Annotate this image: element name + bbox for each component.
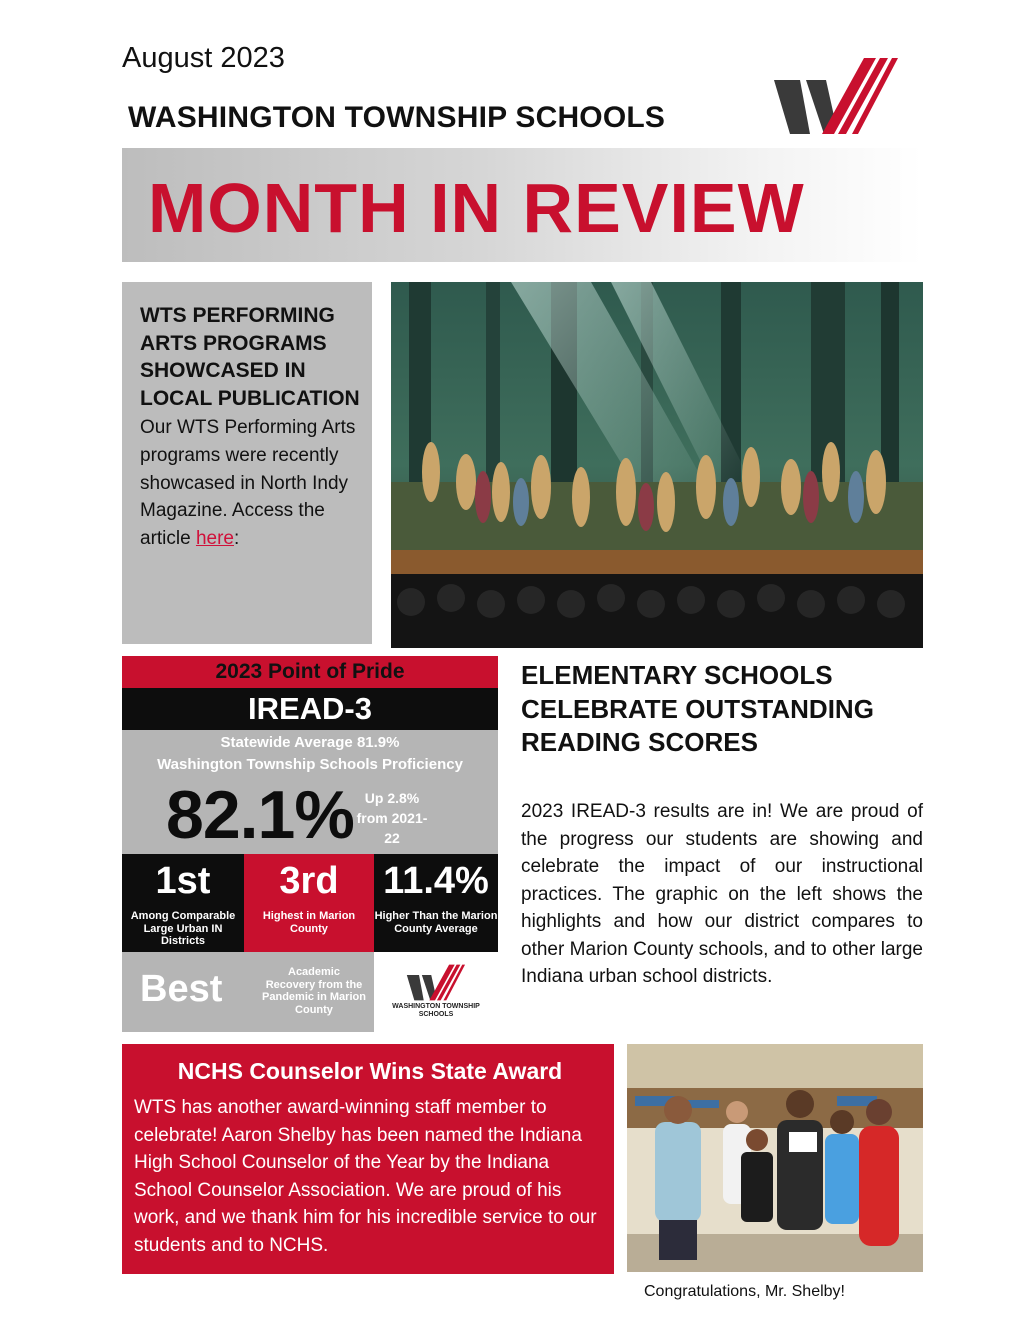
stat-label: Highest in Marion County (262, 910, 356, 935)
stat-above-average (374, 854, 498, 952)
performing-arts-colon: : (234, 527, 240, 549)
stage-performance-photo (391, 282, 923, 648)
article-link[interactable]: here (195, 527, 234, 549)
statewide-average: Statewide Average 81.9% (220, 734, 400, 751)
stat-value: 1st (155, 860, 211, 902)
stat-label: Higher Than the Marion County Average (374, 910, 498, 935)
wts-logo-icon (768, 56, 900, 138)
best-recovery-panel (122, 952, 374, 1032)
stat-rank-marion-county (244, 854, 374, 952)
best-value: Best (140, 968, 223, 1010)
elementary-article-body: 2023 IREAD-3 results are in! We are proud of the progress our students are showing and celebrate the impact of our instructional practices. The graphic on the left shows the highlights and how our district compares to other Marion County schools, and to other large Indiana urban school districts. (521, 801, 923, 987)
performing-arts-body (140, 414, 360, 552)
stat-value: 3rd (279, 860, 339, 902)
newsletter-date: August 2023 (122, 42, 285, 74)
performing-arts-box (122, 282, 372, 644)
month-in-review-banner (122, 148, 922, 262)
stat-value: 11.4% (383, 860, 489, 902)
nchs-award-title: NCHS Counselor Wins State Award (177, 1058, 563, 1084)
stat-rank-large-urban (122, 854, 244, 952)
wts-small-logo-text: WASHINGTON TOWNSHIP SCHOOLS (392, 1003, 480, 1018)
pride-header: 2023 Point of Pride (122, 656, 498, 688)
nchs-award-box (122, 1044, 614, 1274)
wts-small-logo-icon (404, 962, 466, 1004)
district-name: WASHINGTON TOWNSHIP SCHOOLS (128, 101, 666, 134)
best-label: Academic Recovery from the Pandemic in Marion County (262, 966, 366, 1016)
pride-test-name: IREAD-3 (122, 688, 498, 730)
proficiency-value: 82.1% (166, 777, 354, 853)
wts-proficiency-label: Washington Township Schools Proficiency (157, 756, 463, 773)
performing-arts-text: Our WTS Performing Arts programs were recently showcased in North Indy Magazine. Access the article (140, 417, 356, 549)
banner-title: MONTH IN REVIEW (148, 169, 805, 247)
point-of-pride-infographic (122, 656, 498, 1032)
elementary-article-title: ELEMENTARY SCHOOLS CELEBRATE OUTSTANDING READING SCORES (521, 660, 874, 758)
proficiency-change: Up 2.8% from 2021-22 (356, 790, 428, 846)
stat-label: Among Comparable Large Urban IN Districts (130, 910, 236, 947)
nchs-award-body: WTS has another award-winning staff member to celebrate! Aaron Shelby has been named the Indiana High School Counselor of the Year by the Indiana School Counselor Association. We are proud of his work, and we thank him for his incredible service to our students and to NCHS. (134, 1097, 597, 1256)
photo-caption: Congratulations, Mr. Shelby! (644, 1283, 845, 1300)
award-group-photo (627, 1044, 923, 1272)
pride-proficiency-panel (122, 730, 498, 854)
performing-arts-title: WTS PERFORMING ARTS PROGRAMS SHOWCASED IN LOCAL PUBLICATION (140, 304, 360, 410)
